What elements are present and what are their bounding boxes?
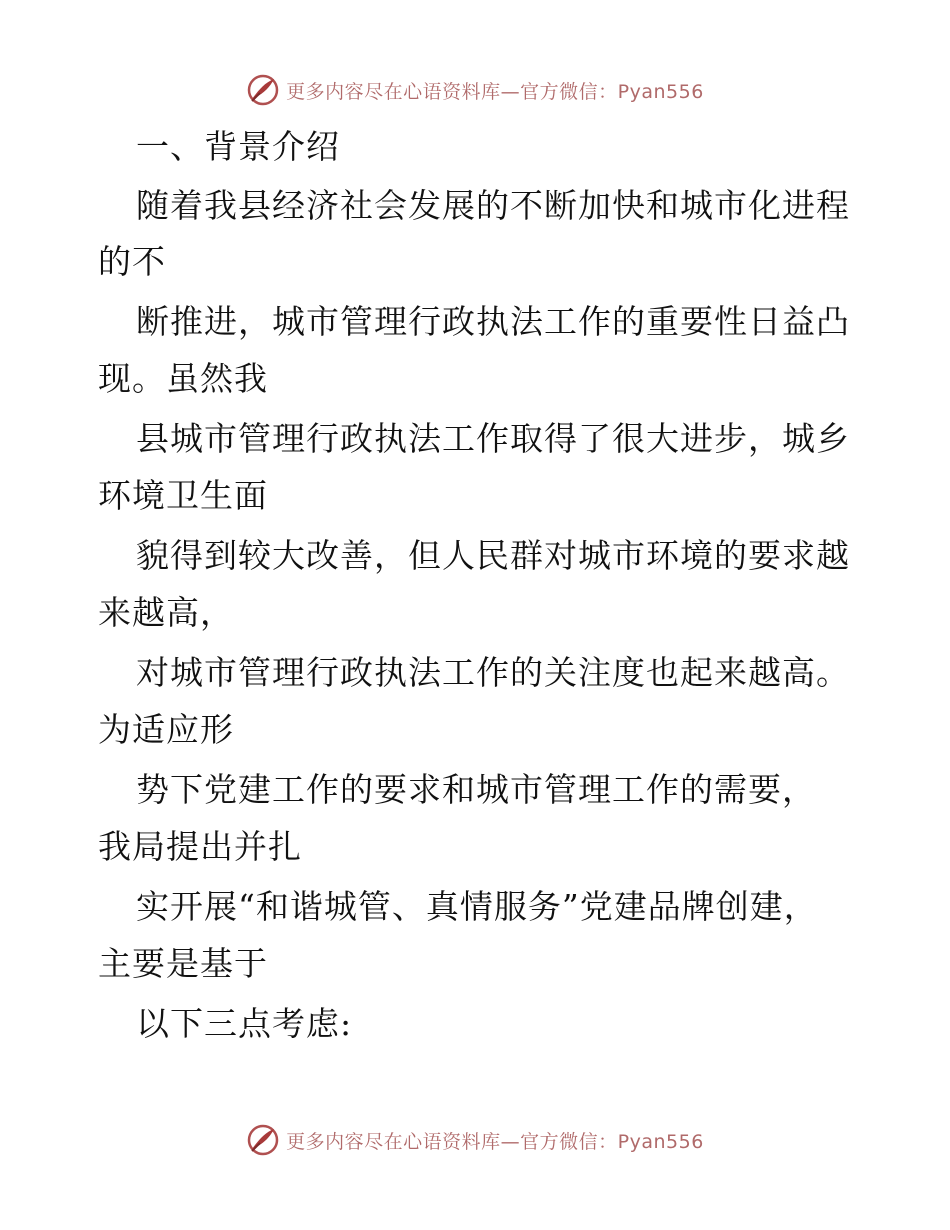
- paragraph-line: 为适应形: [98, 710, 234, 749]
- header-watermark: [0, 70, 950, 110]
- paragraph-line: 以下三点考虑:: [136, 1004, 353, 1043]
- feather-quill-logo-icon: [246, 1123, 280, 1157]
- watermark-text: 更多内容尽在心语资料库—官方微信：Pyan556: [286, 1130, 704, 1153]
- watermark-text: 更多内容尽在心语资料库—官方微信：Pyan556: [286, 80, 704, 103]
- paragraph-line: 实开展“和谐城管、真情服务”党建品牌创建，: [136, 887, 818, 926]
- paragraph-line: 主要是基于: [98, 944, 268, 983]
- paragraph-line: 县城市管理行政执法工作取得了很大进步，城乡: [136, 419, 850, 458]
- watermark-group: [246, 73, 704, 107]
- watermark-group: [246, 1123, 704, 1157]
- paragraph-line: 势下党建工作的要求和城市管理工作的需要，: [136, 770, 816, 809]
- paragraph-line: 来越高，: [98, 593, 234, 632]
- paragraph-line: 断推进，城市管理行政执法工作的重要性日益凸: [136, 302, 850, 341]
- paragraph-line: 貌得到较大改善，但人民群对城市环境的要求越: [136, 536, 850, 575]
- feather-quill-logo-icon: [246, 73, 280, 107]
- paragraph-line: 我局提出并扎: [98, 827, 302, 866]
- paragraph-line: 环境卫生面: [98, 476, 268, 515]
- paragraph-line: 现。虽然我: [98, 359, 268, 398]
- paragraph-line: 对城市管理行政执法工作的关注度也起来越高。: [136, 653, 850, 692]
- footer-watermark: [0, 1120, 950, 1160]
- paragraph-line: 的不: [98, 242, 166, 281]
- paragraph-line: 随着我县经济社会发展的不断加快和城市化进程: [136, 186, 850, 225]
- section-heading: 一、背景介绍: [136, 127, 340, 166]
